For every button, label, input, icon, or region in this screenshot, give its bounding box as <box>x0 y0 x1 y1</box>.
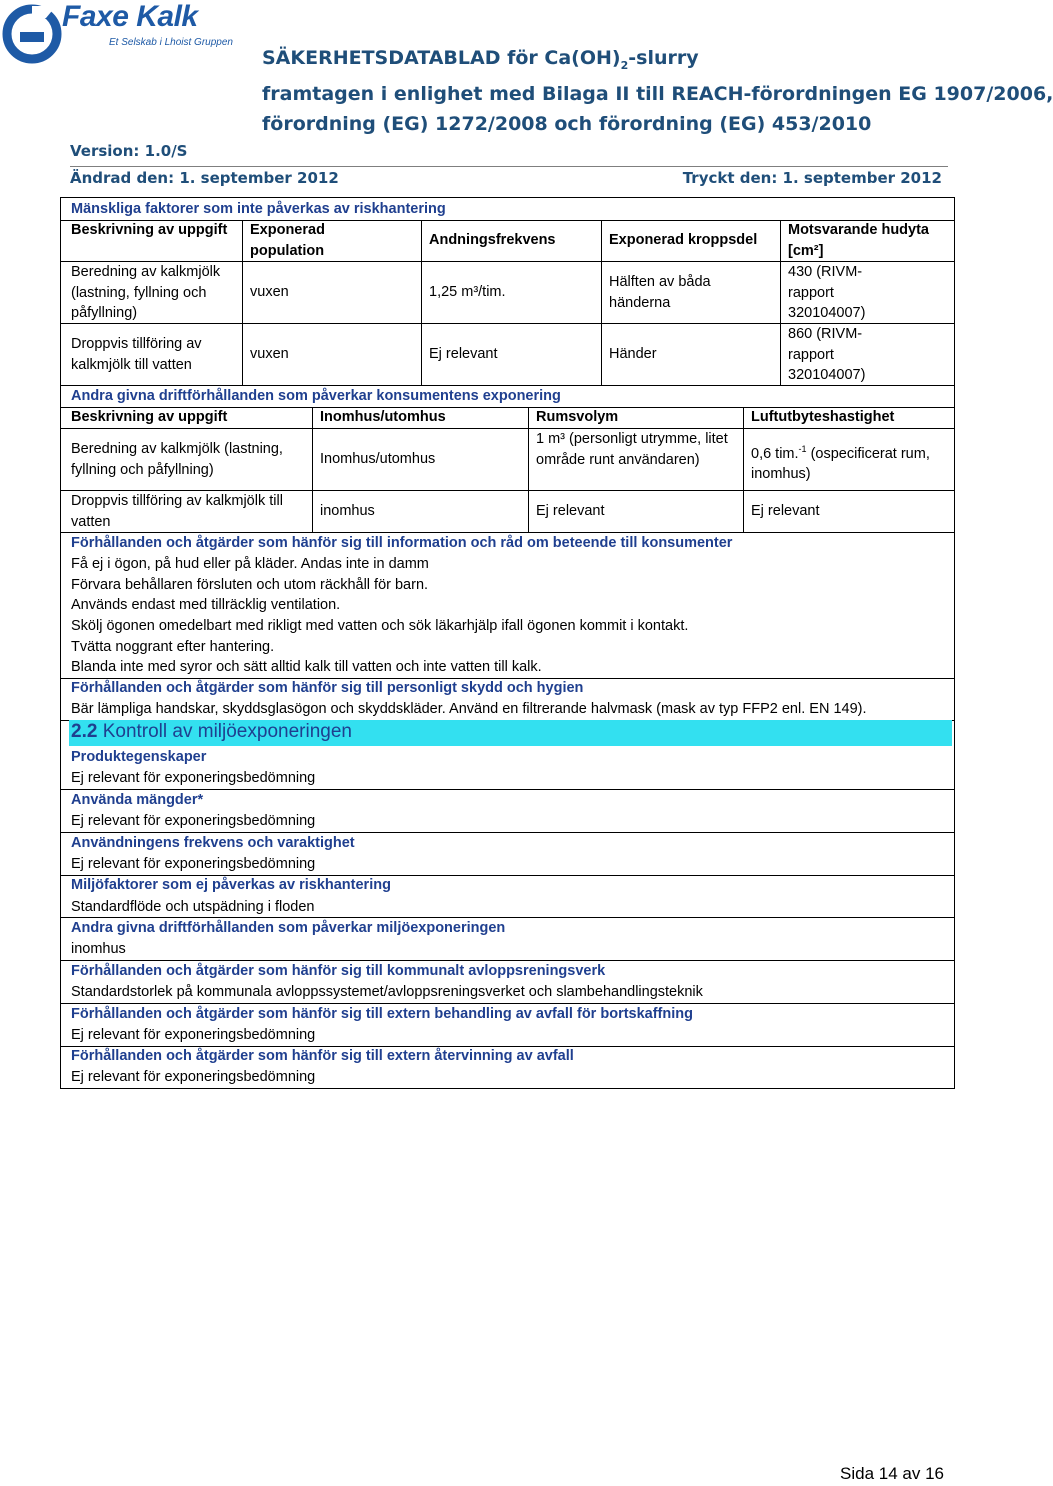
divider <box>61 428 954 429</box>
env-heading-operating-conditions: Andra givna driftförhållanden som påverkar miljöexponeringen <box>71 920 506 936</box>
info-line: Tvätta noggrant efter hantering. <box>71 639 275 655</box>
divider <box>312 407 313 532</box>
divider <box>780 220 781 385</box>
col-header-room-volume: Rumsvolym <box>536 409 619 425</box>
protection-text: Bär lämpliga handskar, skyddsglasögon och skyddskläder. Använd en filtrerande halvmask (mask av typ FFP2 enl. EN 149). <box>71 701 867 717</box>
location-cell: Inomhus/utomhus <box>320 451 436 467</box>
air-exchange-cell: Ej relevant <box>751 503 820 519</box>
population-cell: vuxen <box>250 284 289 300</box>
company-logo <box>0 0 240 64</box>
env-heading-amounts-used: Använda mängder* <box>71 792 204 808</box>
env-text: Ej relevant för exponeringsbedömning <box>71 1027 316 1043</box>
task-cell: Beredning av kalkmjölk (lastning, fyllning och påfyllning) <box>71 264 221 321</box>
info-line: Används endast med tillräcklig ventilation. <box>71 597 341 613</box>
env-text: Ej relevant för exponeringsbedömning <box>71 813 316 829</box>
info-line: Skölj ögonen omedelbart med rikligt med vatten och sök läkarhjälp ifall ögonen kommit i kontakt. <box>71 618 689 634</box>
section-22-heading: 2.2 Kontroll av miljöexponeringen <box>71 721 352 742</box>
env-heading-frequency: Användningens frekvens och varaktighet <box>71 835 355 851</box>
task-cell: Droppvis tillföring av kalkmjölk till vatten <box>71 336 202 373</box>
version-label: Version: 1.0/S <box>70 142 188 160</box>
room-volume-cell: Ej relevant <box>536 503 605 519</box>
divider <box>242 220 243 385</box>
col-header-location: Inomhus/utomhus <box>320 409 446 425</box>
env-heading-product-properties: Produktegenskaper <box>71 749 207 765</box>
col-header-body-part: Exponerad kroppsdel <box>609 232 758 248</box>
col-header-skin-area: Motsvarande hudyta [cm²] <box>788 222 929 259</box>
task-cell: Beredning av kalkmjölk (lastning, fyllning och påfyllning) <box>71 441 283 478</box>
info-line: Få ej i ögon, på hud eller på kläder. Andas inte in damm <box>71 556 429 572</box>
info-line: Förvara behållaren försluten och utom räckhåll för barn. <box>71 577 429 593</box>
env-text: Standardstorlek på kommunala avloppssystemet/avloppsreningsverket och slambehandlingsteknik <box>71 984 703 1000</box>
col-header-breathing-rate: Andningsfrekvens <box>429 232 556 248</box>
col-header-task: Beskrivning av uppgift <box>71 222 228 238</box>
location-cell: inomhus <box>320 503 375 519</box>
section-heading-consumer-conditions: Andra givna driftförhållanden som påverkar konsumentens exponering <box>71 388 561 404</box>
page-number: Sida 14 av 16 <box>840 1464 944 1483</box>
divider <box>528 407 529 532</box>
info-line: Blanda inte med syror och sätt alltid kalk till vatten och inte vatten till kalk. <box>71 659 542 675</box>
env-text: Ej relevant för exponeringsbedömning <box>71 770 316 786</box>
body-part-cell: Händer <box>609 346 657 362</box>
body-part-cell: Hälften av båda händerna <box>609 274 711 311</box>
section-heading-personal-protection: Förhållanden och åtgärder som hänför sig till personligt skydd och hygien <box>71 680 584 696</box>
env-text: Ej relevant för exponeringsbedömning <box>71 856 316 872</box>
col-header-task: Beskrivning av uppgift <box>71 409 228 425</box>
changed-date: Ändrad den: 1. september 2012 <box>70 169 339 187</box>
divider <box>743 407 744 532</box>
logo-name: Faxe Kalk <box>62 0 198 33</box>
breathing-rate-cell: Ej relevant <box>429 346 498 362</box>
printed-date: Tryckt den: 1. september 2012 <box>682 169 942 187</box>
title-line-2: framtagen i enlighet med Bilaga II till REACH-förordningen EG 1907/2006, <box>262 83 1053 106</box>
divider <box>601 220 602 385</box>
population-cell: vuxen <box>250 346 289 362</box>
air-exchange-cell: 0,6 tim.$^{-1}$ (ospecificerat rum, inomhus) <box>751 444 930 483</box>
task-cell: Droppvis tillföring av kalkmjölk till vatten <box>71 493 283 530</box>
env-heading-waste-recycling: Förhållanden och åtgärder som hänför sig till extern återvinning av avfall <box>71 1048 574 1064</box>
col-header-population: Exponerad population <box>250 222 325 259</box>
env-text: Ej relevant för exponeringsbedömning <box>71 1069 316 1085</box>
env-text: inomhus <box>71 941 126 957</box>
env-heading-waste-disposal: Förhållanden och åtgärder som hänför sig till extern behandling av avfall för bortskaffning <box>71 1006 693 1022</box>
env-heading-environment-factors: Miljöfaktorer som ej påverkas av riskhantering <box>71 877 391 893</box>
title-line-1: SÄKERHETSDATABLAD för $Ca(OH)_2$-slurry <box>262 47 699 72</box>
col-header-air-exchange: Luftutbyteshastighet <box>751 409 895 425</box>
document-title <box>262 44 1053 139</box>
skin-area-cell: 860 (RIVM-rapport 320104007) <box>788 326 866 383</box>
section-heading-human-factors: Mänskliga faktorer som inte påverkas av riskhantering <box>71 201 446 217</box>
logo-subtitle: Et Selskab i Lhoist Gruppen <box>109 37 233 48</box>
skin-area-cell: 430 (RIVM-rapport 320104007) <box>788 264 866 321</box>
faxe-kalk-logo-icon <box>2 2 62 62</box>
title-line-3: förordning (EG) 1272/2008 och förordning (EG) 453/2010 <box>262 112 872 135</box>
section-heading-consumer-info: Förhållanden och åtgärder som hänför sig till information och råd om beteende till konsumenter <box>71 535 733 551</box>
room-volume-cell: 1 m³ (personligt utrymme, litet område runt användaren) <box>536 431 728 468</box>
breathing-rate-cell: 1,25 m³/tim. <box>429 284 506 300</box>
env-heading-sewage-plant: Förhållanden och åtgärder som hänför sig till kommunalt avloppsreningsverk <box>71 963 606 979</box>
header-divider <box>70 166 948 167</box>
env-text: Standardflöde och utspädning i floden <box>71 899 315 915</box>
exposure-content-box <box>60 197 955 1089</box>
divider <box>421 220 422 385</box>
